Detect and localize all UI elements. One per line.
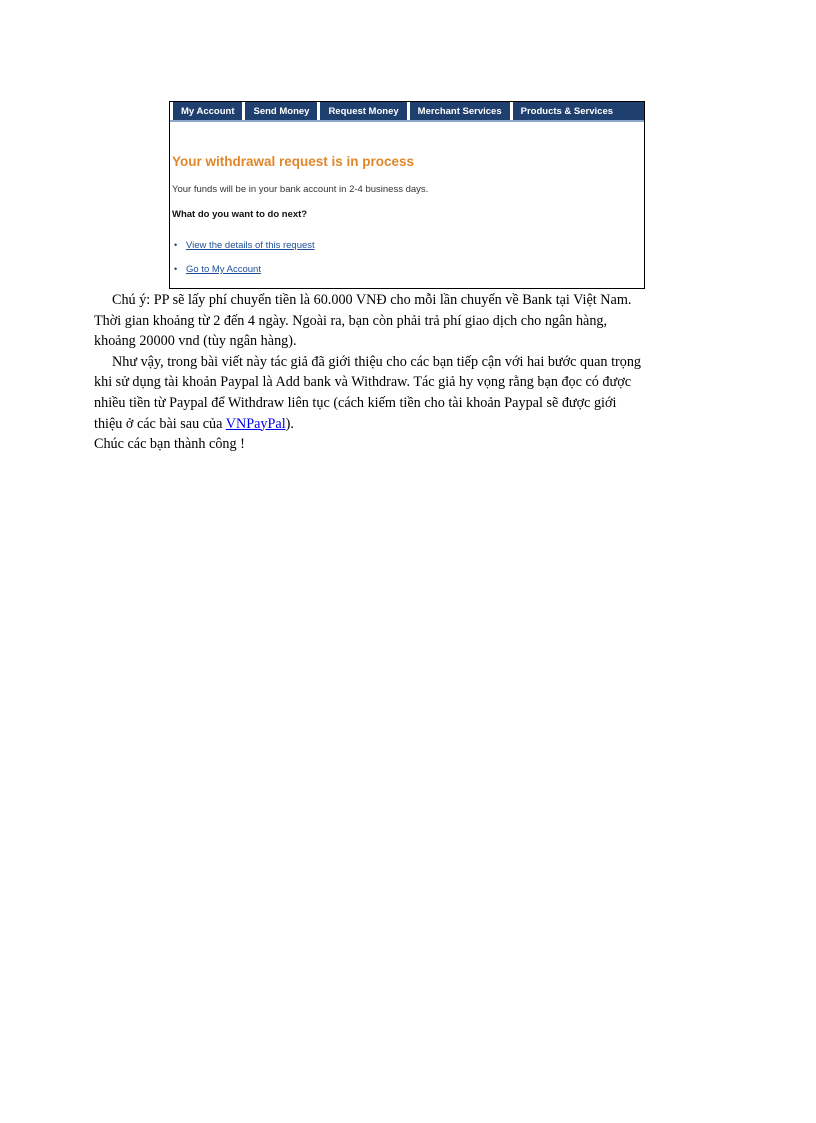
summary-line-4 <box>94 414 724 435</box>
view-request-details-link[interactable]: View the details of this request <box>186 240 315 251</box>
top-nav-bar <box>170 102 644 122</box>
go-to-account-link[interactable]: Go to My Account <box>186 264 261 275</box>
vnpaypal-link[interactable]: VNPayPal <box>225 415 286 432</box>
withdrawal-heading: Your withdrawal request is in process <box>172 154 415 169</box>
note-line-3: khoảng 20000 vnd (tùy ngân hàng). <box>94 333 297 350</box>
bullet-icon: • <box>174 240 178 250</box>
bullet-icon: • <box>174 264 178 274</box>
summary-line-2: khi sử dụng tài khoản Paypal là Add bank và Withdraw. Tác giả hy vọng rằng bạn đọc có được <box>94 374 632 391</box>
note-line-2: Thời gian khoảng từ 2 đến 4 ngày. Ngoài ra, bạn còn phải trả phí giao dịch cho ngân hàng, <box>94 312 608 329</box>
summary-line-4-text: thiệu ở các bài sau của <box>94 415 226 432</box>
next-step-question: What do you want to do next? <box>172 209 308 220</box>
note-line-1: Chú ý: PP sẽ lấy phí chuyển tiền là 60.000 VNĐ cho mỗi lần chuyển về Bank tại Việt Nam. <box>112 292 632 308</box>
next-step-links <box>174 240 315 288</box>
tab-my-account[interactable]: My Account <box>170 102 242 120</box>
funds-timing-text: Your funds will be in your bank account in 2-4 business days. <box>172 184 429 195</box>
tab-products-services[interactable]: Products & Services <box>510 102 621 120</box>
tab-merchant-services[interactable]: Merchant Services <box>407 102 510 120</box>
summary-line-1: Như vậy, trong bài viết này tác giả đã giới thiệu cho các bạn tiếp cận với hai bước quan trọng <box>112 353 642 370</box>
closing-line: Chúc các bạn thành công ! <box>94 436 245 453</box>
summary-line-3: nhiều tiền từ Paypal để Withdraw liên tục (cách kiếm tiền cho tài khoản Paypal sẽ được giới <box>94 394 617 411</box>
tab-request-money[interactable]: Request Money <box>317 102 406 120</box>
withdrawal-screenshot <box>169 101 645 289</box>
article-body <box>94 290 724 455</box>
summary-line-4-end: ). <box>285 415 294 432</box>
list-item <box>174 240 315 264</box>
tab-send-money[interactable]: Send Money <box>242 102 317 120</box>
list-item <box>174 264 315 288</box>
